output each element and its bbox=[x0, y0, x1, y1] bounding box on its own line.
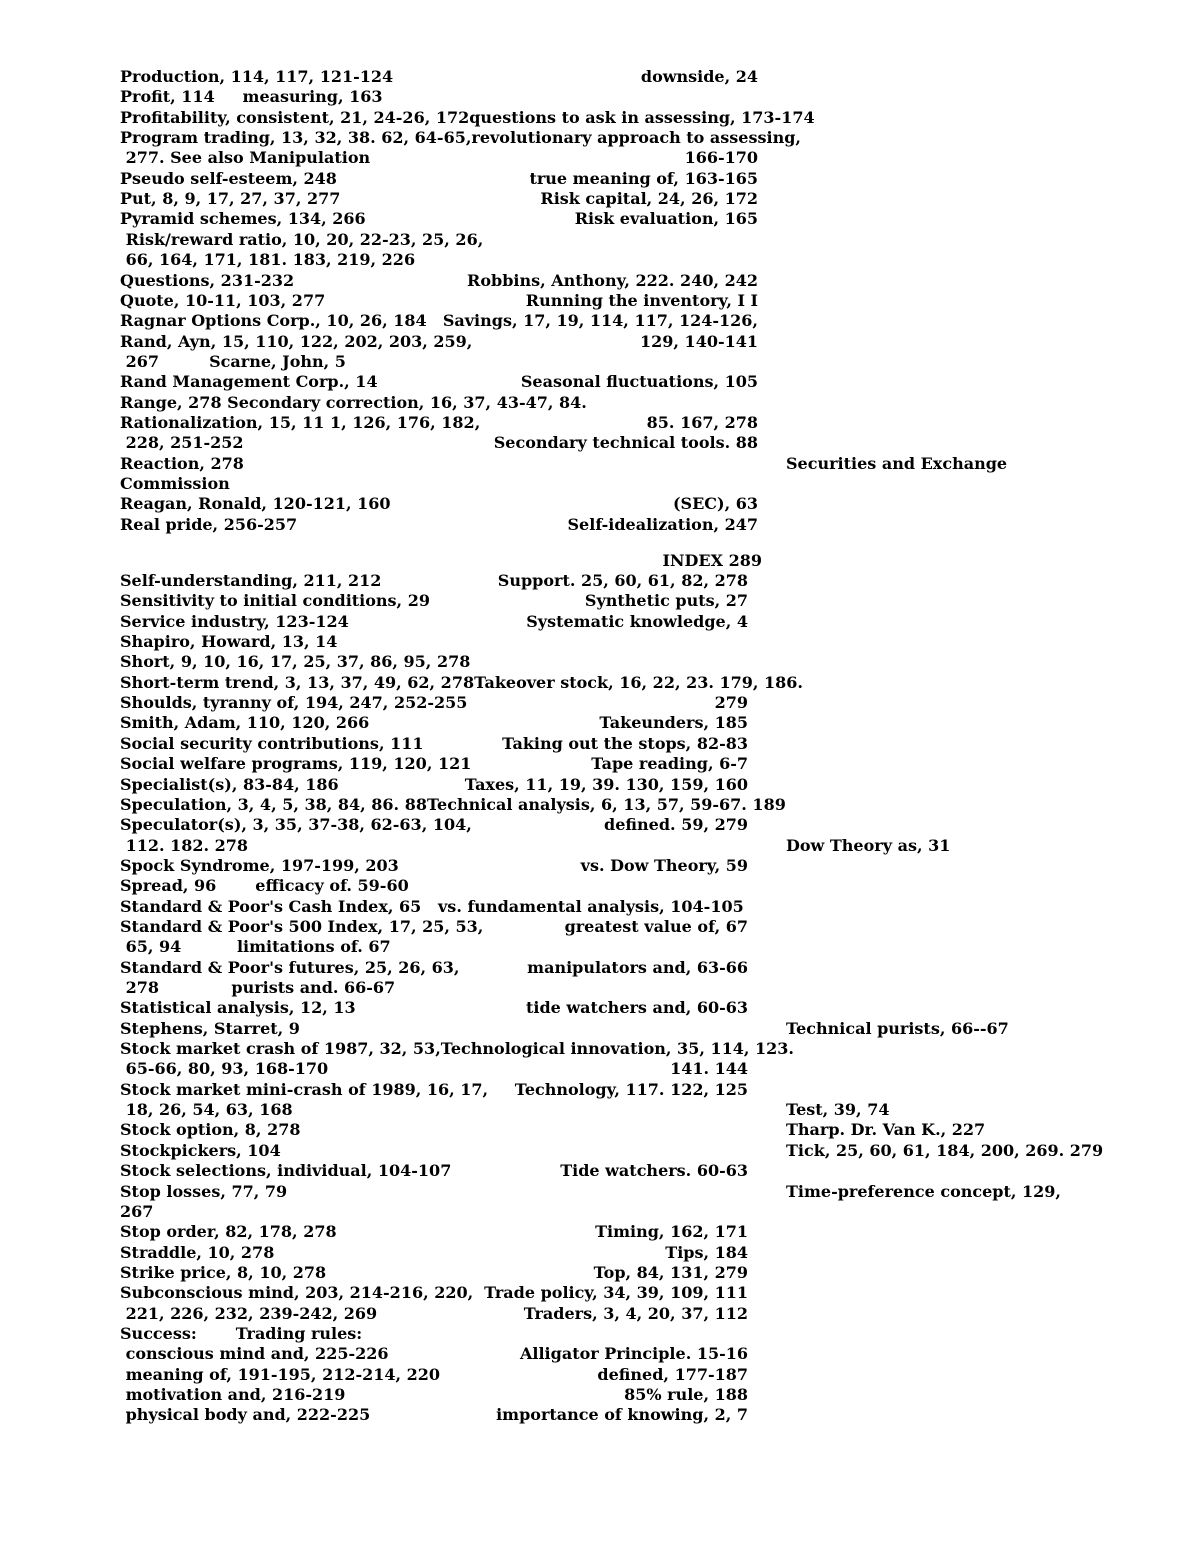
index-entry-left: Smith, Adam, 110, 120, 266 bbox=[120, 713, 370, 733]
index-entry-left: Stockpickers, 104 bbox=[120, 1140, 281, 1160]
index-entry-left: meaning of, 191-195, 212-214, 220 bbox=[120, 1364, 441, 1384]
index-entry-right: Synthetic puts, 27 bbox=[584, 591, 748, 611]
index-entry-left: Risk/reward ratio, 10, 20, 22-23, 25, 26, bbox=[120, 229, 484, 249]
index-entry-right: Timing, 162, 171 bbox=[595, 1222, 748, 1242]
index-entry-left: Put, 8, 9, 17, 27, 37, 277 bbox=[120, 189, 341, 209]
index-entry-right: Systematic knowledge, 4 bbox=[526, 611, 748, 631]
index-entry-left: conscious mind and, 225-226 bbox=[120, 1344, 389, 1364]
index-entry-left: Spread, 96 efficacy of. 59-60 bbox=[120, 876, 409, 896]
index-entry-left: Stock option, 8, 278 bbox=[120, 1120, 301, 1140]
index-entry-left: 18, 26, 54, 63, 168 bbox=[120, 1100, 293, 1120]
index-entry-left: Profit, 114 measuring, 163 bbox=[120, 87, 383, 107]
index-entry-left: Questions, 231-232 bbox=[120, 270, 295, 290]
index-entry-right: 279 bbox=[714, 693, 748, 713]
index-entry-left: physical body and, 222-225 bbox=[120, 1405, 371, 1425]
index-entry-left: 277. See also Manipulation bbox=[120, 148, 371, 168]
index-entry-left: Social security contributions, 111 bbox=[120, 733, 424, 753]
index-entry-far: Securities and Exchange bbox=[786, 453, 1008, 473]
index-entry-right: Taxes, 11, 19, 39. 130, 159, 160 bbox=[464, 774, 748, 794]
index-entry-right: defined, 177-187 bbox=[597, 1364, 748, 1384]
index-entry-right: defined. 59, 279 bbox=[604, 815, 748, 835]
index-entry-left: Stop order, 82, 178, 278 bbox=[120, 1222, 337, 1242]
index-entry-right: Self-idealization, 247 bbox=[567, 514, 758, 534]
index-entry-left: Stock market crash of 1987, 32, 53,Technological innovation, 35, 114, 123. bbox=[120, 1039, 794, 1059]
index-entry-right: Takeunders, 185 bbox=[599, 713, 748, 733]
index-entry-right: (SEC), 63 bbox=[672, 494, 758, 514]
index-entry-left: Production, 114, 117, 121-124 bbox=[120, 67, 394, 86]
index-entry-left: 267 Scarne, John, 5 bbox=[120, 351, 346, 371]
index-entry-left: Self-understanding, 211, 212 bbox=[120, 571, 382, 590]
index-entry-left: Spock Syndrome, 197-199, 203 bbox=[120, 855, 399, 875]
index-entry-left: Stock market mini-crash of 1989, 16, 17, bbox=[120, 1079, 489, 1099]
index-entry-right: vs. Dow Theory, 59 bbox=[580, 855, 748, 875]
index-entry-left: 65, 94 limitations of. 67 bbox=[120, 937, 391, 957]
index-entry-left: Speculation, 3, 4, 5, 38, 84, 86. 88Technical analysis, 6, 13, 57, 59-67. 189 bbox=[120, 794, 786, 814]
index-entry-far: Test, 39, 74 bbox=[786, 1100, 890, 1120]
index-entry-right: Tide watchers. 60-63 bbox=[560, 1161, 748, 1181]
index-entry-right: Technology, 117. 122, 125 bbox=[514, 1079, 748, 1099]
index-entry-left: Statistical analysis, 12, 13 bbox=[120, 998, 356, 1018]
index-entry-left: 278 purists and. 66-67 bbox=[120, 978, 396, 997]
index-entry-left: Real pride, 256-257 bbox=[120, 514, 298, 534]
index-entry-left: Stock selections, individual, 104-107 bbox=[120, 1161, 452, 1181]
index-entry-left: 65-66, 80, 93, 168-170 bbox=[120, 1059, 329, 1079]
index-entry-left: 66, 164, 171, 181. 183, 219, 226 bbox=[120, 250, 416, 270]
index-entry-right: 166-170 bbox=[684, 148, 758, 168]
index-entry-left: Reagan, Ronald, 120-121, 160 bbox=[120, 494, 391, 514]
index-entry-left: Strike price, 8, 10, 278 bbox=[120, 1262, 327, 1282]
index-entry-left: Sensitivity to initial conditions, 29 bbox=[120, 591, 430, 611]
index-entry-right: Tape reading, 6-7 bbox=[591, 754, 748, 774]
index-entry-left: 112. 182. 278 bbox=[120, 835, 249, 855]
index-entry-left: Range, 278 Secondary correction, 16, 37, 43-47, 84. bbox=[120, 392, 587, 412]
index-entry-left: Straddle, 10, 278 bbox=[120, 1242, 275, 1262]
index-entry-left: Speculator(s), 3, 35, 37-38, 62-63, 104, bbox=[120, 815, 472, 835]
index-entry-left: Stephens, Starret, 9 bbox=[120, 1018, 300, 1038]
index-entry-left: motivation and, 216-219 bbox=[120, 1385, 346, 1404]
index-entry-left: Short, 9, 10, 16, 17, 25, 37, 86, 95, 278 bbox=[120, 652, 471, 672]
index-entry-right: Risk evaluation, 165 bbox=[574, 209, 758, 229]
index-entry-right: Robbins, Anthony, 222. 240, 242 bbox=[467, 270, 758, 290]
index-entry-left: 221, 226, 232, 239-242, 269 bbox=[120, 1303, 378, 1323]
index-entry-left: Quote, 10-11, 103, 277 bbox=[120, 290, 326, 310]
index-entry-left: Success: Trading rules: bbox=[120, 1323, 363, 1343]
index-entry-right: 129, 140-141 bbox=[640, 331, 758, 351]
index-entry-right: true meaning of, 163-165 bbox=[529, 168, 758, 188]
index-entry-right: 85. 167, 278 bbox=[646, 412, 758, 432]
index-entry-left: Shapiro, Howard, 13, 14 bbox=[120, 632, 338, 652]
index-entry-left: Rand, Ayn, 15, 110, 122, 202, 203, 259, bbox=[120, 331, 473, 351]
index-entry-right: Alligator Principle. 15-16 bbox=[519, 1344, 748, 1364]
index-entry-right: Trade policy, 34, 39, 109, 111 bbox=[484, 1283, 748, 1303]
index-entry-right: Seasonal fluctuations, 105 bbox=[520, 372, 758, 392]
index-entry-right: Secondary technical tools. 88 bbox=[493, 433, 758, 453]
index-entry-left: Subconscious mind, 203, 214-216, 220, bbox=[120, 1283, 474, 1303]
index-entry-left: Reaction, 278 bbox=[120, 453, 244, 473]
index-entry-left: Pyramid schemes, 134, 266 bbox=[120, 209, 366, 229]
index-entry-left: Profitability, consistent, 21, 24-26, 172questions to ask in assessing, 173-174 bbox=[120, 107, 815, 127]
index-entry-left: 267 bbox=[120, 1201, 154, 1221]
index-entry-right: Traders, 3, 4, 20, 37, 112 bbox=[523, 1303, 748, 1323]
index-entry-far: Time-preference concept, 129, bbox=[786, 1181, 1061, 1201]
index-entry-far: Tick, 25, 60, 61, 184, 200, 269. 279 bbox=[786, 1140, 1104, 1160]
index-entry-right: tide watchers and, 60-63 bbox=[526, 998, 748, 1018]
index-entry-left: Program trading, 13, 32, 38. 62, 64-65,revolutionary approach to assessing, bbox=[120, 128, 801, 148]
page-header: INDEX 289 bbox=[662, 551, 762, 570]
index-entry-left: Rationalization, 15, 11 1, 126, 176, 182, bbox=[120, 412, 481, 432]
index-entry-left: Standard & Poor's 500 Index, 17, 25, 53, bbox=[120, 916, 484, 936]
index-entry-far: Technical purists, 66--67 bbox=[786, 1018, 1009, 1038]
index-entry-left: Commission bbox=[120, 474, 230, 493]
index-entry-right: Tips, 184 bbox=[665, 1242, 748, 1262]
index-entry-right: downside, 24 bbox=[640, 67, 758, 86]
index-entry-left: Stop losses, 77, 79 bbox=[120, 1181, 288, 1201]
index-entry-right: manipulators and, 63-66 bbox=[527, 957, 748, 977]
index-entry-right: 85% rule, 188 bbox=[624, 1385, 748, 1404]
index-entry-left: Specialist(s), 83-84, 186 bbox=[120, 774, 339, 794]
index-entry-right: Taking out the stops, 82-83 bbox=[502, 733, 748, 753]
index-entry-left: Rand Management Corp., 14 bbox=[120, 372, 378, 392]
index-entry-left: 228, 251-252 bbox=[120, 433, 244, 453]
index-entry-right: Support. 25, 60, 61, 82, 278 bbox=[497, 571, 748, 590]
index-entry-far: Tharp. Dr. Van K., 227 bbox=[786, 1120, 986, 1140]
index-entry-left: Service industry, 123-124 bbox=[120, 611, 349, 631]
index-entry-left: Shoulds, tyranny of, 194, 247, 252-255 bbox=[120, 693, 468, 713]
index-entry-right: Risk capital, 24, 26, 172 bbox=[540, 189, 758, 209]
index-entry-right: 141. 144 bbox=[670, 1059, 748, 1079]
index-entry-left: Standard & Poor's futures, 25, 26, 63, bbox=[120, 957, 460, 977]
index-entry-right: Running the inventory, I I bbox=[525, 290, 758, 310]
index-entry-right: greatest value of, 67 bbox=[564, 916, 748, 936]
index-entry-far: Dow Theory as, 31 bbox=[786, 835, 951, 855]
index-entry-left: Standard & Poor's Cash Index, 65 vs. fundamental analysis, 104-105 bbox=[120, 896, 744, 916]
index-entry-right: Savings, 17, 19, 114, 117, 124-126, bbox=[442, 311, 758, 331]
index-entry-left: Ragnar Options Corp., 10, 26, 184 bbox=[120, 311, 427, 331]
index-entry-right: Top, 84, 131, 279 bbox=[593, 1262, 748, 1282]
index-entry-left: Social welfare programs, 119, 120, 121 bbox=[120, 754, 472, 774]
index-entry-left: Pseudo self-esteem, 248 bbox=[120, 168, 337, 188]
index-entry-right: importance of knowing, 2, 7 bbox=[496, 1405, 748, 1425]
index-entry-left: Short-term trend, 3, 13, 37, 49, 62, 278Takeover stock, 16, 22, 23. 179, 186. bbox=[120, 672, 803, 692]
